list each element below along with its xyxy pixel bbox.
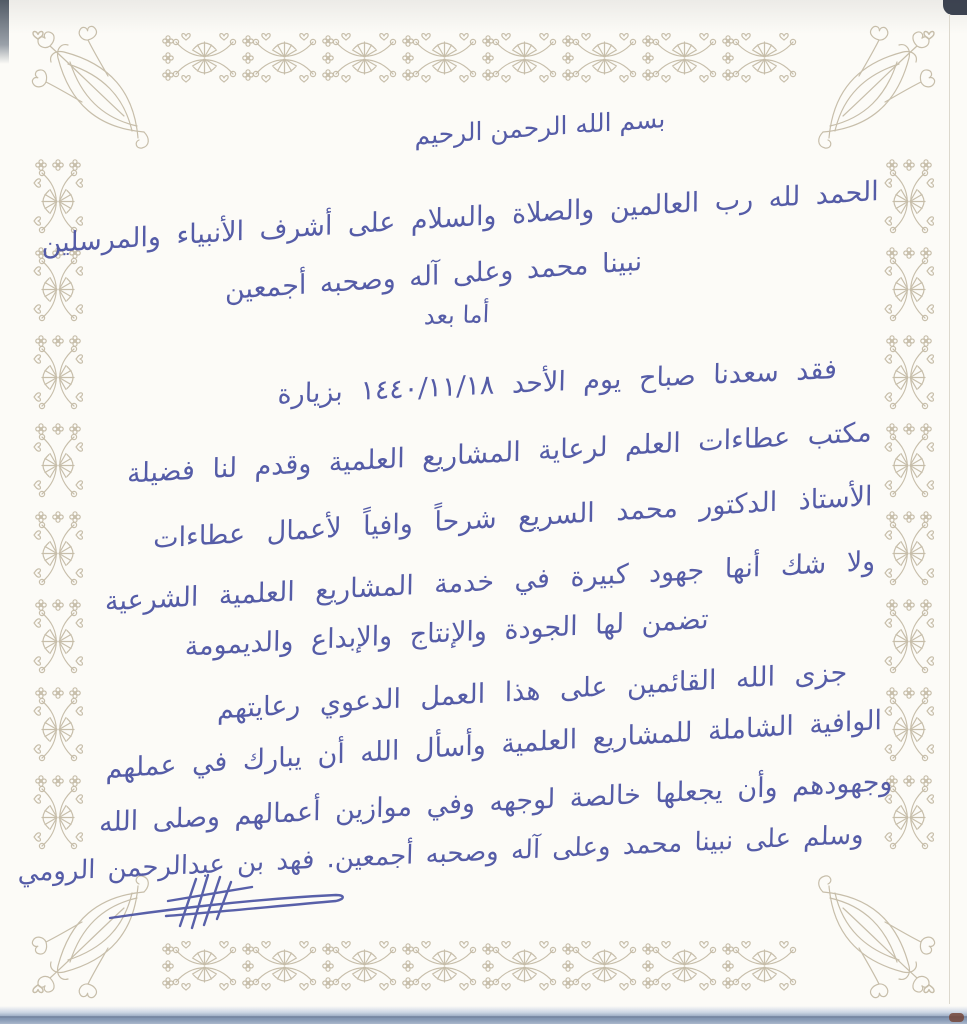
scan-edge-bottom <box>0 1006 967 1024</box>
line-sincerity: وجهودهم وأن يجعلها خالصة لوجهه وفي موازين أعمالهم وصلى الله <box>98 765 893 839</box>
line-quality: تضمن لها الجودة والإنتاج والإبداع والديمومة <box>184 603 710 663</box>
line-basmala: بسم الله الرحمن الرحيم <box>414 103 665 151</box>
line-closing-and-signer: وسلم على نبينا محمد وعلى آله وصحبه أجمعين. فهد بن عبدالرحمن الرومي <box>17 819 865 889</box>
line-doctor-explanation: الأستاذ الدكتور محمد السريع شرحاً وافياً لأعمال عطاءات <box>152 480 873 555</box>
scan-edge-left <box>0 0 9 64</box>
line-comprehensive-care: الوافية الشاملة للمشاريع العلمية وأسأل الله أن يبارك في عملهم <box>105 704 883 785</box>
line-great-efforts: ولا شك أنها جهود كبيرة في خدمة المشاريع العلمية الشرعية <box>104 545 876 618</box>
scan-page-crease <box>949 14 950 1004</box>
scan-edge-top-right <box>943 0 967 15</box>
scan-edge-bottom-line <box>0 1016 967 1018</box>
line-office-name: مكتب عطاءات العلم لرعاية المشاريع العلمية وقدم لنا فضيلة <box>127 416 873 490</box>
line-dua: جزى الله القائمين على هذا العمل الدعوي رعايتهم <box>216 656 848 726</box>
line-praise: الحمد لله رب العالمين والصلاة والسلام على أشرف الأنبياء والمرسلين <box>41 175 880 260</box>
line-visit-date: فقد سعدنا صباح يوم الأحد ١٤٤٠/١١/١٨ بزيارة <box>277 353 838 411</box>
line-salutation: نبينا محمد وعلى آله وصحبه أجمعين <box>224 245 642 307</box>
scan-edge-bottom-right-mark <box>949 1013 964 1022</box>
line-amma-baad: أما بعد <box>423 299 490 331</box>
signature-scribble <box>100 866 360 938</box>
